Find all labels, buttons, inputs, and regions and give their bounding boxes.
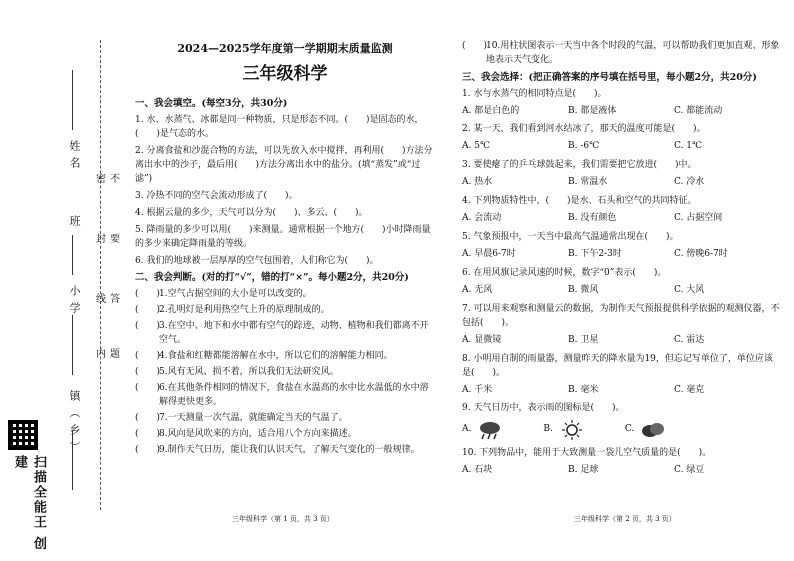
fill-question: 3. 冷热不同的空气会流动形成了( )。	[135, 190, 298, 201]
choice-question: 7. 可以用来观察和测量云的数据，为制作天气预报提供科学依据的观测仪器，不包括( )。	[462, 303, 780, 328]
judge-question: ( ) 9.制作天气日历，能让我们认识天气，了解天气变化的一般规律。	[135, 444, 420, 455]
seal-char: 线	[96, 294, 106, 305]
fill-question: 6. 我们的地球被一层厚厚的空气包围着，人们称它为( )。	[135, 255, 379, 266]
subject-title: 三年级科学	[242, 64, 328, 85]
choice-options: A. 石块 B. 足球 C. 绿豆	[462, 465, 705, 476]
judge-question: ( ) 7.一天测量一次气温，就能确定当天的气温了。	[135, 412, 348, 423]
seal-char: 密	[96, 174, 106, 185]
seal-char: 内	[96, 349, 106, 360]
cloudy-icon	[640, 419, 666, 441]
school-label: 小学	[68, 285, 81, 319]
judge-question: ( ) 2.孔明灯是利用热空气上升的原理制成的。	[135, 305, 330, 316]
weather-option-b: B.	[543, 419, 584, 441]
right-page	[462, 40, 780, 483]
choice-options: A. 无风 B. 微风 C. 大风	[462, 284, 705, 295]
choice-question: 10. 下列物品中，能用于大致测量一袋儿空气质量的是( )。	[462, 448, 712, 459]
seal-char: 题	[110, 349, 120, 360]
choice-options: A. 显微镜 B. 卫星 C. 雷达	[462, 334, 705, 345]
town-label: 镇（乡）	[68, 390, 81, 458]
choice-question: 8. 小明用自制的雨量器，测量昨天的降水量为19，但忘记写单位了，单位应该是( )。	[462, 353, 773, 378]
weather-option-c: C.	[625, 419, 666, 441]
judge-question: ( ) 5.风有无风、损不着，所以我们无法研究风。	[135, 366, 339, 377]
choice-question: 5. 气象预报中，一天当中最高气温通常出现在( )。	[462, 232, 679, 243]
judge-question: ( ) 3.在空中、地下和水中都有空气的踪迹，动物、植物和我们都离不开空气。	[135, 321, 429, 346]
class-label: 班	[68, 215, 81, 232]
judge-question: ( ) 8.风向是风吹来的方向，适合用八个方向来描述。	[135, 428, 357, 439]
class-line	[72, 235, 73, 275]
section-choice: 三、我会选择：(把正确答案的序号填在括号里，每小题2分，共20分)	[462, 71, 757, 83]
choice-options: A. 千米 B. 毫米 C. 毫克	[462, 384, 705, 395]
judge-question: ( ) 6.在其他条件相同的情况下，食盐在水温高的水中比水温低的水中溶解得更快更多。	[135, 382, 429, 407]
exam-title: 2024—2025学年度第一学期期末质量监测	[177, 42, 393, 55]
section-true-false: 二、我会判断。(对的打“√”，错的打“×”。每小题2分，共20分)	[135, 272, 409, 284]
seal-char: 要	[110, 234, 120, 245]
fill-question: 2. 分离食盐和沙混合物的方法，可以先放入水中搅拌，再利用( )方法分离出水中的沙子，最后用( )方法分离出水中的盐分。(填“蒸发”或“过滤”)	[135, 145, 433, 184]
page-footer-left: 三年级科学（第 1 页，共 3 页）	[232, 515, 334, 523]
weather-options	[462, 419, 780, 441]
cloud-rain-icon	[477, 419, 503, 441]
choice-question: 9. 天气日历中，表示雨的图标是( )。	[462, 403, 625, 414]
fill-question: 1. 水、水蒸气、冰都是同一种物质，只是形态不同。( )是固态的水，( )是气态的水。	[135, 115, 424, 140]
fill-question: 5. 降雨量的多少可以用( )来测量。通常根据一个地方( )小时降雨量的多少来确定降雨量的等级。	[135, 224, 431, 249]
fill-question: 4. 根据云量的多少，天气可以分为( )、多云、( )。	[135, 207, 368, 218]
choice-question: 1. 水与水蒸气的相同特点是( )。	[462, 88, 607, 99]
choice-options: A. 5℃ B. -6℃ C. 1℃	[462, 141, 703, 152]
seal-char: 答	[110, 294, 120, 305]
choice-options: A. 都是白色的 B. 都是液体 C. 都能流动	[462, 105, 723, 116]
seal-char: 封	[96, 234, 106, 245]
choice-question: 2. 某一天，我们看到河水结冰了，那天的温度可能是( )。	[462, 124, 706, 135]
choice-question: 6. 在用风旗记录风速的时候，数字“0”表示( )。	[462, 267, 667, 278]
seal-dashed-line	[100, 40, 101, 510]
name-label: 姓名	[68, 140, 81, 174]
left-page	[135, 40, 435, 460]
town-line	[72, 430, 73, 490]
choice-question: 3. 要使瘪了的乒乓球鼓起来，我们需要把它放进( )中。	[462, 160, 697, 171]
seal-char: 不	[110, 174, 120, 185]
choice-question: 4. 下列物质特性中，( )是水、石头和空气的共同特征。	[462, 196, 697, 207]
sun-icon	[559, 419, 585, 441]
school-line	[72, 315, 73, 375]
name-line	[72, 70, 73, 130]
choice-options: A. 会流动 B. 没有颜色 C. 占据空间	[462, 213, 723, 224]
section-fill-blank: 一、我会填空。(每空3分，共30分)	[135, 98, 288, 110]
judge-question: ( ) 4.食盐和红糖都能溶解在水中，所以它们的溶解能力相同。	[135, 350, 393, 361]
judge-question: ( ) 10.用柱状图表示一天当中各个时段的气温，可以帮助我们更加直观、形象地表示天气变化。	[462, 41, 780, 65]
weather-option-a: A.	[462, 419, 503, 441]
scanner-brand: 扫描全能王 创建	[12, 455, 46, 552]
qr-code-icon	[8, 420, 38, 450]
choice-options: A. 热水 B. 常温水 C. 冷水	[462, 177, 705, 188]
choice-options: A. 早晨6-7时 B. 下午2-3时 C. 傍晚6-7时	[462, 249, 728, 260]
judge-question: ( ) 1.空气占据空间的大小是可以改变的。	[135, 289, 312, 300]
binding-strip	[0, 0, 132, 561]
page-footer-right: 三年级科学（第 2 页，共 3 页）	[574, 515, 676, 523]
